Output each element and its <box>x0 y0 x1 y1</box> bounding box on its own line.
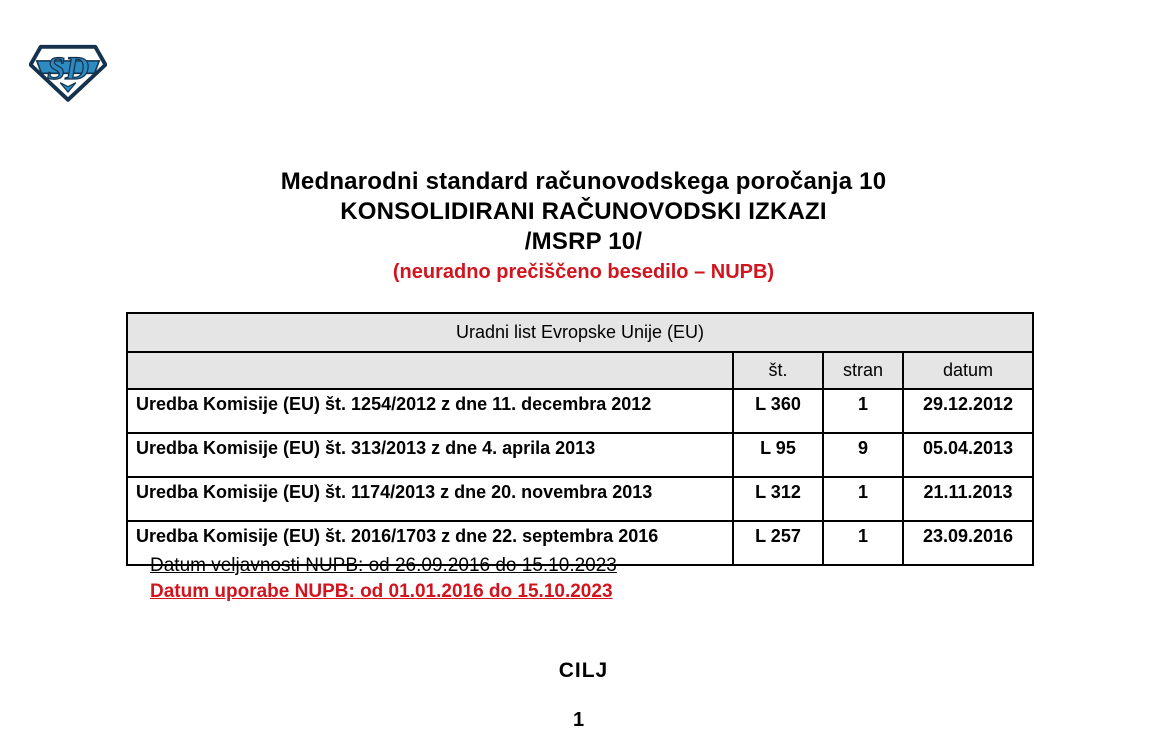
journal-page: 1 <box>823 477 903 521</box>
journal-date: 29.12.2012 <box>903 389 1033 433</box>
regulation-title: Uredba Komisije (EU) št. 1174/2013 z dne 20. novembra 2013 <box>127 477 733 521</box>
document-title-block <box>0 167 1157 288</box>
table-caption: Uradni list Evropske Unije (EU) <box>127 313 1033 352</box>
journal-date: 21.11.2013 <box>903 477 1033 521</box>
table-caption-row <box>127 313 1033 352</box>
journal-number: L 95 <box>733 433 823 477</box>
column-header-st: št. <box>733 352 823 389</box>
title-line-2: KONSOLIDIRANI RAČUNOVODSKI IZKAZI <box>340 198 827 225</box>
table-row <box>127 477 1033 521</box>
title-line-1: Mednarodni standard računovodskega poročanja 10 <box>280 168 887 195</box>
regulation-title: Uredba Komisije (EU) št. 2016/1703 z dne 22. septembra 2016 <box>127 521 733 565</box>
column-header-stran: stran <box>823 352 903 389</box>
column-header-datum: datum <box>903 352 1033 389</box>
validity-block <box>150 553 617 605</box>
journal-page: 1 <box>823 389 903 433</box>
section-heading-cilj: CILJ <box>558 659 609 682</box>
journal-page: 9 <box>823 433 903 477</box>
journal-number: L 312 <box>733 477 823 521</box>
journal-page: 1 <box>823 521 903 565</box>
journal-number: L 257 <box>733 521 823 565</box>
validity-date-line: Datum veljavnosti NUPB: od 26.09.2016 do 15.10.2023 <box>150 555 617 576</box>
table-header-row <box>127 352 1033 389</box>
page-number: 1 <box>572 709 585 731</box>
logo-letters: SD <box>47 50 89 87</box>
title-subtitle-red: (neuradno prečiščeno besedilo – NUPB) <box>392 261 775 283</box>
journal-date: 23.09.2016 <box>903 521 1033 565</box>
sd-shield-logo-icon <box>29 39 107 103</box>
table-row <box>127 389 1033 433</box>
regulation-title: Uredba Komisije (EU) št. 313/2013 z dne 4. aprila 2013 <box>127 433 733 477</box>
column-header-act <box>127 352 733 389</box>
official-journal-table <box>126 312 1034 566</box>
journal-date: 05.04.2013 <box>903 433 1033 477</box>
journal-number: L 360 <box>733 389 823 433</box>
regulation-title: Uredba Komisije (EU) št. 1254/2012 z dne 11. decembra 2012 <box>127 389 733 433</box>
title-line-3: /MSRP 10/ <box>524 228 643 255</box>
application-date-line: Datum uporabe NUPB: od 01.01.2016 do 15.10.2023 <box>150 581 613 602</box>
table-row <box>127 433 1033 477</box>
